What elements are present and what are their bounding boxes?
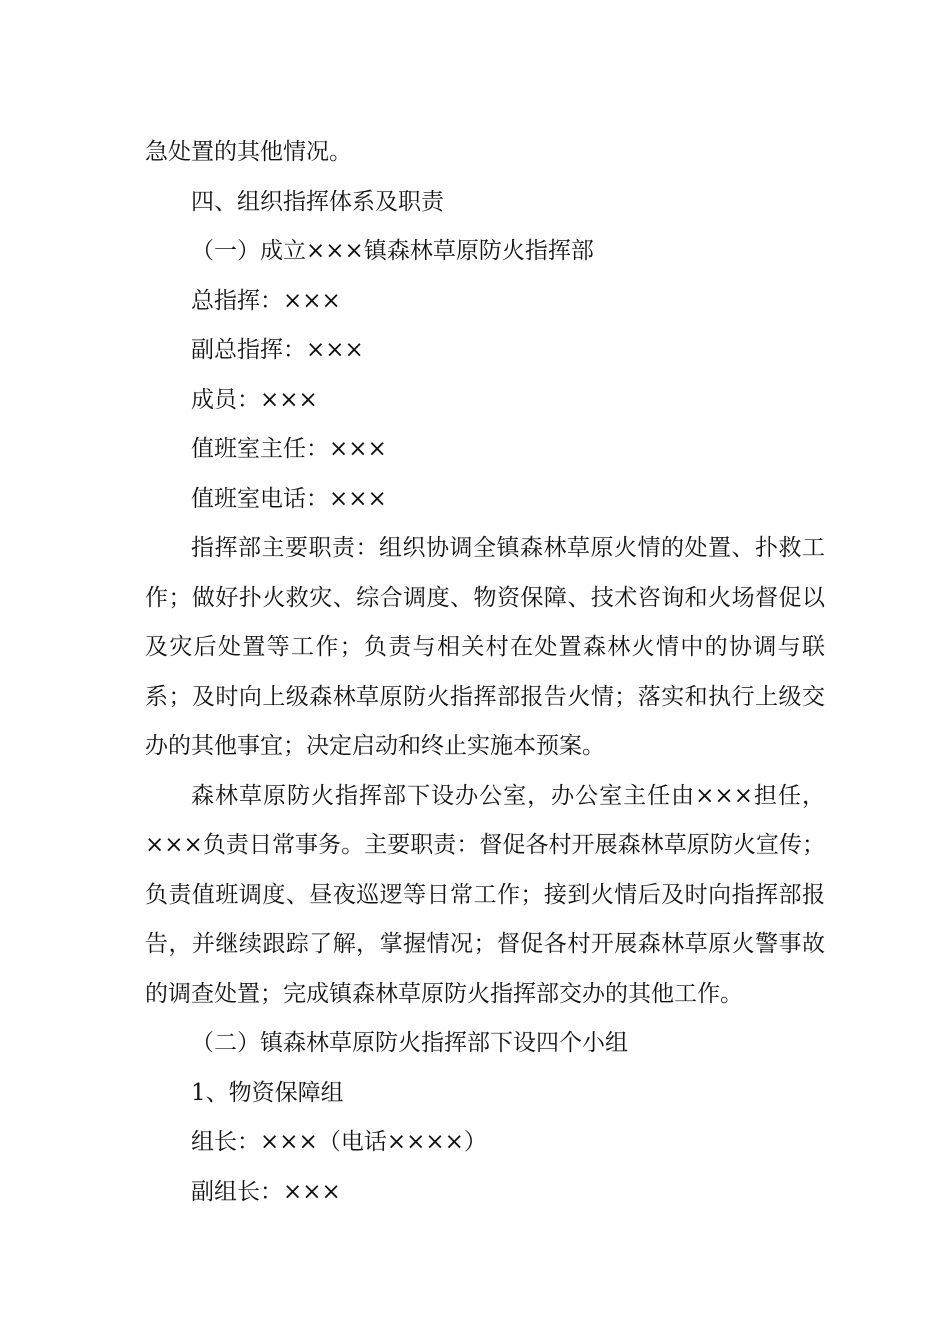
- deputy-group-leader-line: 副组长：×××: [191, 1178, 341, 1205]
- text-line-continuation: 急处置的其他情况。: [145, 139, 352, 165]
- deputy-commander-line: 副总指挥：×××: [191, 337, 364, 363]
- subsection-heading-2: （二）镇森林草原防火指挥部下设四个小组: [191, 1030, 628, 1056]
- subsection-heading-1: （一）成立×××镇森林草原防火指挥部: [191, 238, 594, 264]
- duty-room-phone-line: 值班室电话：×××: [191, 485, 387, 512]
- headquarters-duties-paragraph: 指挥部主要职责：组织协调全镇森林草原火情的处置、扑救工作；做好扑火救灾、综合调度、物资保障、技术咨询和火场督促以及灾后处置等工作；负责与相关村在处置森林火情中的协调与联系；及时向上级森林草原防火指挥部报告火情；落实和执行上级交办的其他事宜；决定启动和终止实施本预案。: [145, 535, 825, 759]
- group-heading-materials: 1、物资保障组: [191, 1079, 344, 1106]
- office-duties-paragraph: 森林草原防火指挥部下设办公室，办公室主任由×××担任，×××负责日常事务。主要职责：督促各村开展森林草原防火宣传；负责值班调度、昼夜巡逻等日常工作；接到火情后及时向指挥部报告，并继续跟踪了解，掌握情况；督促各村开展森林草原火警事故的调查处置；完成镇森林草原防火指挥部交办的其他工作。: [145, 782, 825, 1007]
- section-heading-4: 四、组织指挥体系及职责: [191, 188, 444, 215]
- members-line: 成员：×××: [191, 386, 318, 413]
- group-leader-line: 组长：×××（电话××××）: [191, 1129, 487, 1155]
- duty-room-director-line: 值班室主任：×××: [191, 436, 387, 462]
- chief-commander-line: 总指挥：×××: [191, 287, 341, 314]
- document-body: [145, 128, 825, 1217]
